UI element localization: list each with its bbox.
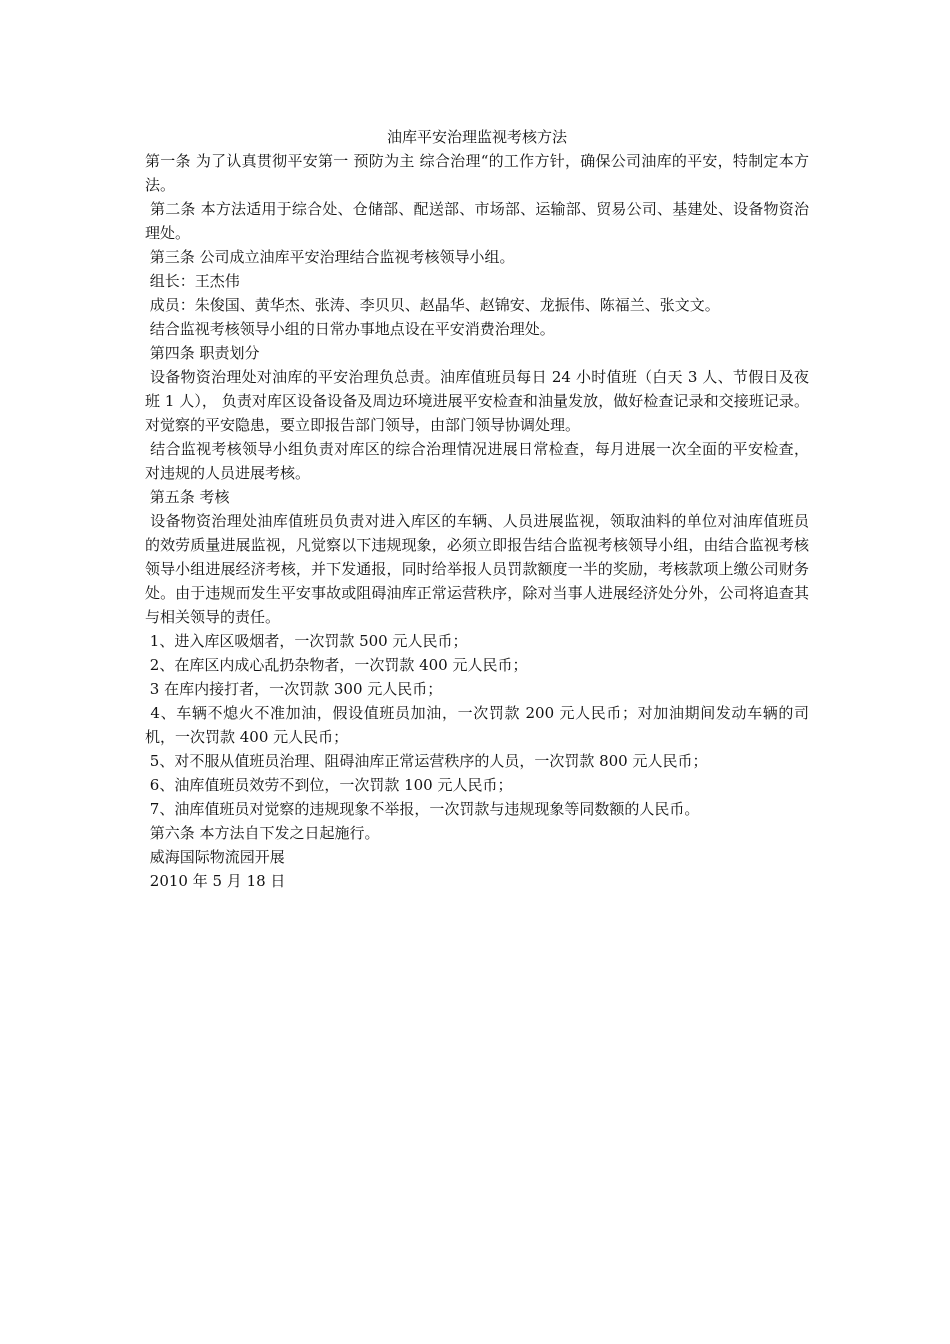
- article-4-duty-1: 设备物资治理处对油库的平安治理负总责。油库值班员每日 24 小时值班（白天 3 人、节假日及夜班 1 人）， 负责对库区设备设备及周边环境进展平安检查和油量发放，做好检查记录和交接班记录。对觉察的平安隐患，要立即报告部门领导，由部门领导协调处理。: [145, 368, 809, 434]
- office-location: 结合监视考核领导小组的日常办事地点设在平安消费治理处。: [145, 320, 555, 338]
- penalty-item-1: 1、进入库区吸烟者，一次罚款 500 元人民币；: [145, 632, 468, 650]
- article-4-heading: 第四条 职责划分: [145, 344, 260, 362]
- issuer-name: 威海国际物流园开展: [145, 848, 285, 866]
- article-3: 第三条 公司成立油库平安治理结合监视考核领导小组。: [145, 248, 515, 266]
- article-1: 第一条 为了认真贯彻平安第一 预防为主 综合治理“的工作方针，确保公司油库的平安，特制定本方法。: [145, 152, 809, 194]
- penalty-item-4: 4、车辆不熄火不准加油，假设值班员加油，一次罚款 200 元人民币；对加油期间发动车辆的司机，一次罚款 400 元人民币；: [145, 704, 809, 746]
- article-6: 第六条 本方法自下发之日起施行。: [145, 824, 380, 842]
- article-4-duty-2: 结合监视考核领导小组负责对库区的综合治理情况进展日常检查，每月进展一次全面的平安检查，对违规的人员进展考核。: [145, 440, 809, 482]
- article-2: 第二条 本方法适用于综合处、仓储部、配送部、市场部、运输部、贸易公司、基建处、设备物资治理处。: [145, 200, 809, 242]
- article-5-heading: 第五条 考核: [145, 488, 230, 506]
- penalty-item-7: 7、油库值班员对觉察的违规现象不举报，一次罚款与违规现象等同数额的人民币。: [145, 800, 700, 818]
- penalty-item-5: 5、对不服从值班员治理、阻碍油库正常运营秩序的人员，一次罚款 800 元人民币；: [145, 752, 708, 770]
- group-leader: 组长：王杰伟: [145, 272, 240, 290]
- document-title: 油库平安治理监视考核方法: [386, 128, 567, 146]
- document-page: [145, 125, 809, 893]
- penalty-item-2: 2、在库区内成心乱扔杂物者，一次罚款 400 元人民币；: [145, 656, 528, 674]
- issue-date: 2010 年 5 月 18 日: [145, 872, 286, 890]
- penalty-item-6: 6、油库值班员效劳不到位，一次罚款 100 元人民币；: [145, 776, 513, 794]
- group-members: 成员：朱俊国、黄华杰、张涛、李贝贝、赵晶华、赵锦安、龙振伟、陈福兰、张文文。: [145, 296, 720, 314]
- penalty-item-3: 3 在库内接打者，一次罚款 300 元人民币；: [145, 680, 443, 698]
- article-5-body: 设备物资治理处油库值班员负责对进入库区的车辆、人员进展监视，领取油料的单位对油库值班员的效劳质量进展监视，凡觉察以下违规现象，必须立即报告结合监视考核领导小组，由结合监视考核领导小组进展经济考核，并下发通报，同时给举报人员罚款额度一半的奖励，考核款项上缴公司财务处。由于违规而发生平安事故或阻碍油库正常运营秩序，除对当事人进展经济处分外，公司将追查其与相关领导的责任。: [145, 512, 809, 626]
